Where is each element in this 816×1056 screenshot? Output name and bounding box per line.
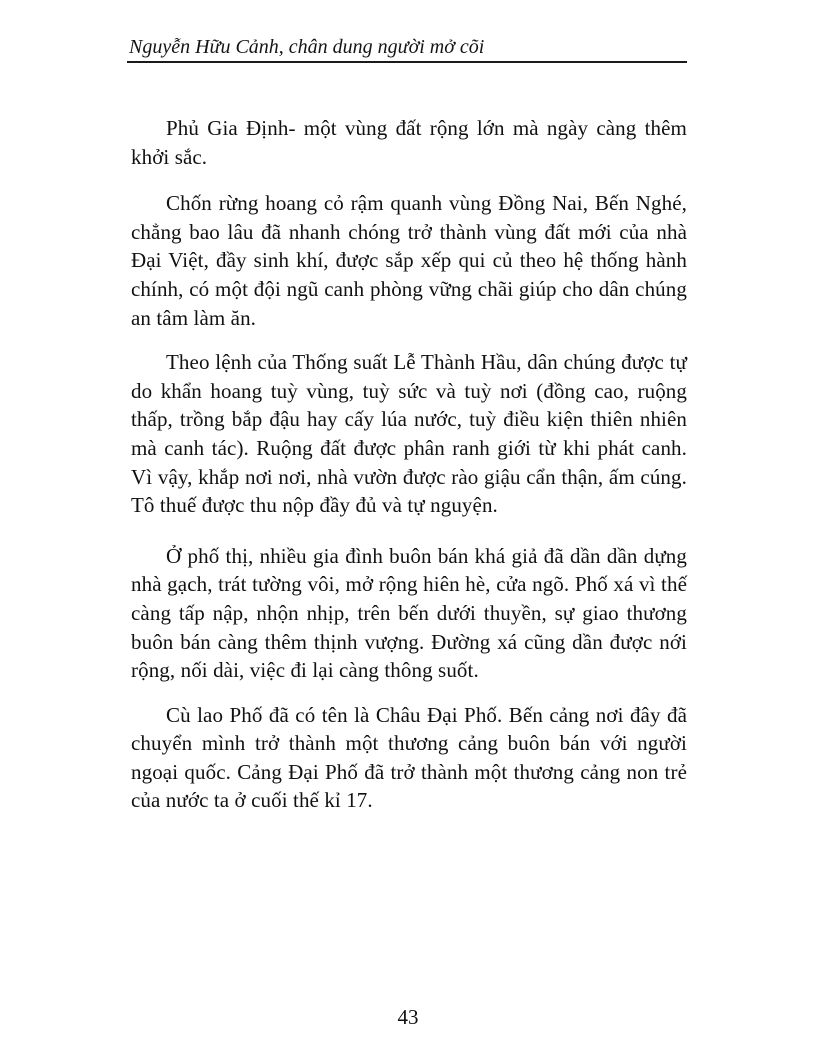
header-rule — [127, 61, 687, 63]
paragraph: Theo lệnh của Thống suất Lễ Thành Hầu, dân chúng được tự do khẩn hoang tuỳ vùng, tuỳ sức và tuỳ nơi (đồng cao, ruộng thấp, trồng bắp đậu hay cấy lúa nước, tuỳ điều kiện thiên nhiên mà canh tác). Ruộng đất được phân ranh giới từ khi phát canh. Vì vậy, khắp nơi nơi, nhà vườn được rào giậu cẩn thận, ấm cúng. Tô thuế được thu nộp đầy đủ và tự nguyện. — [131, 350, 687, 518]
paragraph: Chốn rừng hoang cỏ rậm quanh vùng Đồng Nai, Bến Nghé, chẳng bao lâu đã nhanh chóng trở thành vùng đất mới của nhà Đại Việt, đầy sinh khí, được sắp xếp qui củ theo hệ thống hành chính, có một đội ngũ canh phòng vững chãi giúp cho dân chúng an tâm làm ăn. — [131, 191, 687, 330]
paragraph: Phủ Gia Định- một vùng đất rộng lớn mà ngày càng thêm khởi sắc. — [131, 116, 687, 169]
running-header: Nguyễn Hữu Cảnh, chân dung người mở cõi — [129, 36, 485, 58]
body-text — [131, 114, 687, 831]
paragraph: Ở phố thị, nhiều gia đình buôn bán khá giả đã dần dần dựng nhà gạch, trát tường vôi, mở rộng hiên hè, cửa ngõ. Phố xá vì thế càng tấp nập, nhộn nhịp, trên bến dưới thuyền, sự giao thương buôn bán càng thêm thịnh vượng. Đường xá cũng dần được nới rộng, nối dài, việc đi lại càng thông suốt. — [131, 543, 687, 683]
paragraph: Cù lao Phố đã có tên là Châu Đại Phố. Bến cảng nơi đây đã chuyển mình trở thành một thương cảng buôn bán với người ngoại quốc. Cảng Đại Phố đã trở thành một thương cảng non trẻ của nước ta ở cuối thế kỉ 17. — [131, 702, 687, 813]
page-number: 43 — [397, 1005, 419, 1029]
